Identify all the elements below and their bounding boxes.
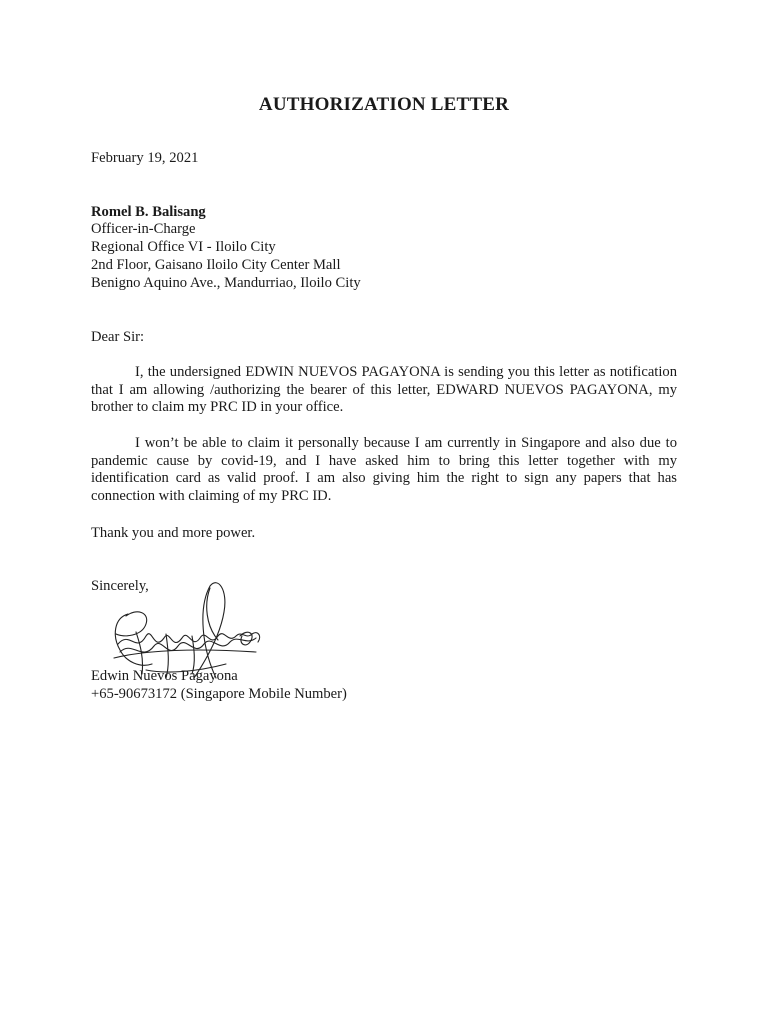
letter-title: AUTHORIZATION LETTER — [258, 94, 510, 115]
recipient-name: Romel B. Balisang — [91, 204, 206, 220]
recipient-position: Officer-in-Charge — [91, 221, 196, 237]
closing-line: Sincerely, — [91, 578, 149, 594]
salutation: Dear Sir: — [91, 329, 145, 345]
body-paragraph-1: I, the undersigned EDWIN NUEVOS PAGAYONA is sending you this letter as notification that I am allowing /authorizing the bearer of this letter, EDWARD NUEVOS PAGAYONA, my brother to claim my PRC ID in your office. — [91, 364, 677, 416]
letter-date: February 19, 2021 — [91, 150, 199, 166]
sender-phone: +65-90673172 (Singapore Mobile Number) — [91, 686, 347, 702]
thanks-line: Thank you and more power. — [91, 525, 256, 541]
recipient-office: Regional Office VI - Iloilo City — [91, 239, 276, 255]
recipient-address-line1: 2nd Floor, Gaisano Iloilo City Center Mall — [91, 257, 341, 273]
body-paragraph-2: I won’t be able to claim it personally because I am currently in Singapore and also due to pandemic cause by covid-19, and I have asked him to bring this letter together with my identification card as valid proof. I am also giving him the right to sign any papers that has connection with claiming of my PRC ID. — [91, 435, 677, 504]
sender-name: Edwin Nuevos Pagayona — [91, 668, 238, 684]
handwritten-signature — [106, 578, 266, 708]
recipient-address-line2: Benigno Aquino Ave., Mandurriao, Iloilo City — [91, 275, 361, 291]
